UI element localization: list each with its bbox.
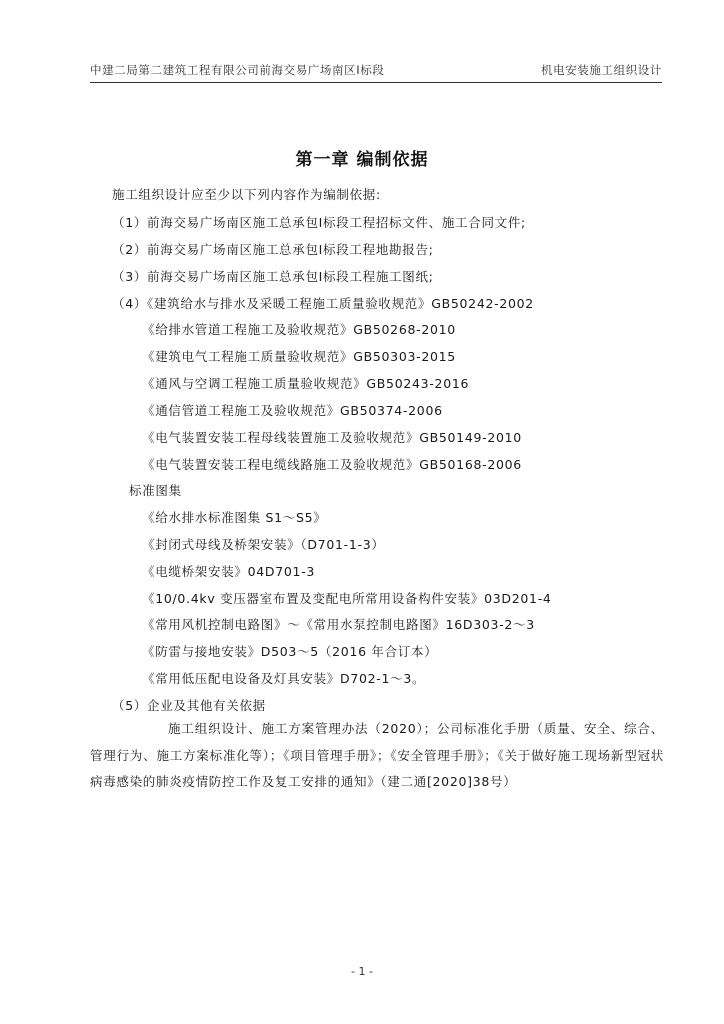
atlas-item: 《电缆桥架安装》04D701-3 xyxy=(142,564,316,579)
intro-line: 施工组织设计应至少以下列内容作为编制依据: xyxy=(112,187,381,202)
header-doc-title: 机电安装施工组织设计 xyxy=(541,63,662,77)
chapter-title: 第一章 编制依据 xyxy=(295,150,429,170)
basis-item-4: （4）《建筑给水与排水及采暖工程施工质量验收规范》GB50242-2002 xyxy=(112,296,534,311)
atlas-item: 《10/0.4kv 变压器室布置及变配电所常用设备构件安装》03D201-4 xyxy=(142,591,552,606)
body-paragraph: 施工组织设计、施工方案管理办法（2020）；公司标准化手册（质量、安全、综合、管理行为、施工方案标准化等）；《项目管理手册》；《安全管理手册》；《关于做好施工现场新型冠状病毒感染的肺炎疫情防控工作及复工安排的通知》（建二通[2020]38号） xyxy=(90,721,664,790)
basis-item-1: （1）前海交易广场南区施工总承包Ⅰ标段工程招标文件、施工合同文件; xyxy=(112,215,526,230)
atlas-item: 《封闭式母线及桥架安装》（D701-1-3） xyxy=(142,537,385,552)
page-header xyxy=(90,60,662,83)
page-number: - 1 - xyxy=(351,965,373,978)
spec-item: 《给排水管道工程施工及验收规范》GB50268-2010 xyxy=(142,322,456,337)
atlas-item: 《给水排水标准图集 S1～S5》 xyxy=(142,510,327,525)
basis-item-2: （2）前海交易广场南区施工总承包Ⅰ标段工程地勘报告; xyxy=(112,242,434,257)
spec-item: 《电气装置安装工程母线装置施工及验收规范》GB50149-2010 xyxy=(142,430,522,445)
atlas-heading: 标准图集 xyxy=(129,483,182,498)
basis-item-5: （5）企业及其他有关依据 xyxy=(112,698,266,713)
atlas-item: 《常用风机控制电路图》～《常用水泵控制电路图》16D303-2～3 xyxy=(142,617,535,632)
spec-item: 《通风与空调工程施工质量验收规范》GB50243-2016 xyxy=(142,376,470,391)
header-company: 中建二局第二建筑工程有限公司前海交易广场南区Ⅰ标段 xyxy=(90,63,385,77)
atlas-item: 《常用低压配电设备及灯具安装》D702-1～3。 xyxy=(142,671,426,686)
spec-item: 《建筑电气工程施工质量验收规范》GB50303-2015 xyxy=(142,349,456,364)
spec-item: 《通信管道工程施工及验收规范》GB50374-2006 xyxy=(142,403,443,418)
basis-item-3: （3）前海交易广场南区施工总承包Ⅰ标段工程施工图纸; xyxy=(112,269,434,284)
spec-item: 《电气装置安装工程电缆线路施工及验收规范》GB50168-2006 xyxy=(142,457,522,472)
atlas-item: 《防雷与接地安装》D503～5（2016 年合订本） xyxy=(142,644,438,659)
